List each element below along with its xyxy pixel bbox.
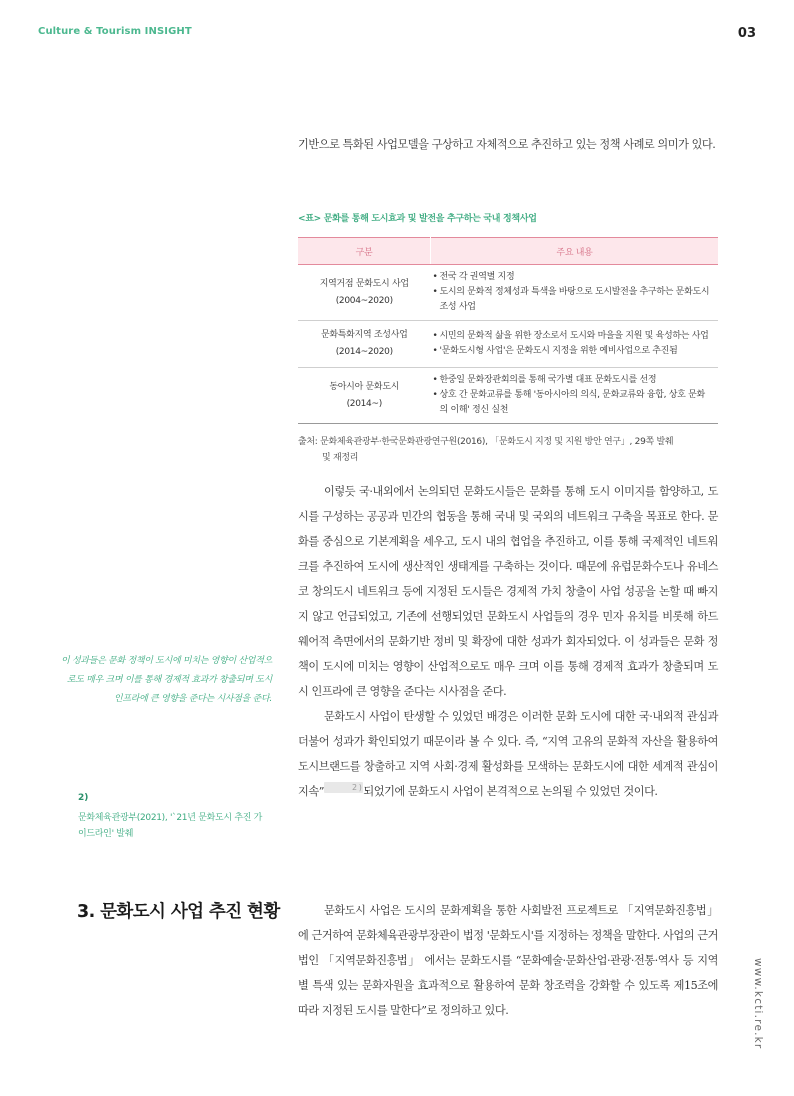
- body-paragraph-2: [298, 704, 718, 804]
- footnote-number: 2): [78, 793, 89, 803]
- table-header-row: [298, 238, 718, 265]
- page-number: 03: [737, 26, 756, 41]
- intro-paragraph: [298, 132, 718, 157]
- table-row: [298, 321, 718, 368]
- section-body: [298, 898, 718, 1023]
- row-category: [298, 265, 431, 321]
- source-line-1: 출처: 문화체육관광부·한국문화관광연구원(2016), 「문화도시 지정 및 지원 방안 연구」, 29쪽 발췌: [298, 437, 674, 447]
- header-category: 구분: [298, 238, 431, 265]
- row-name: 동아시아 문화도시: [329, 381, 400, 392]
- body-paragraph-1: 이렇듯 국·내외에서 논의되던 문화도시들은 문화를 통해 도시 이미지를 함양하고, 도시를 구성하는 공공과 민간의 협동을 통해 국내 및 국외의 네트워크 구축을 목표로 한다. 문화를 중심으로 기본계획을 세우고, 도시 내의 협업을 추진하고, 이를 통해 국제적인 네트워크를 추진하여 도시에 생산적인 생태계를 구축하는 것이다. 때문에 유럽문화수도나 유네스코 창의도시 네트워크 등에 지정된 도시들은 경제적 가치 창출이 사업 성공을 논할 때 빠지지 않고 언급되었고, 기존에 선행되었던 문화도시 사업들의 경우 민자 유치를 비롯해 하드웨어적 측면에서의 문화기반 정비 및 확장에 대한 성과가 회자되었다. 이 성과들은 문화 정책이 도시에 미치는 영향이 산업적으로도 매우 크며 이를 통해 경제적 효과가 창출되며 도시 인프라에 큰 영향을 준다는 시사점을 준다.: [298, 485, 718, 698]
- row-period: (2014~): [346, 398, 382, 409]
- website-url: www.kcti.re.kr: [752, 958, 764, 1050]
- table-title: <표> 문화를 통해 도시효과 및 발전을 추구하는 국내 정책사업: [298, 214, 537, 224]
- row-content: [431, 321, 719, 368]
- row-period: (2004~2020): [335, 295, 393, 306]
- paragraph-2-text-b: 되었기에 문화도시 사업이 본격적으로 논의될 수 있었던 것이다.: [363, 785, 658, 798]
- row-name: 지역거점 문화도시 사업: [319, 278, 409, 289]
- policy-table: [298, 237, 718, 424]
- section-heading: 3. 문화도시 사업 추진 현황: [77, 902, 280, 922]
- footnote-reference[interactable]: 2 ): [324, 782, 363, 793]
- intro-text: 기반으로 특화된 사업모델을 구상하고 자체적으로 추진하고 있는 정책 사례로 의미가 있다.: [298, 138, 716, 151]
- row-item: • 시민의 문화적 삶을 위한 장소로서 도시와 마을을 지원 및 육성하는 사업: [433, 329, 713, 344]
- table-row: [298, 368, 718, 424]
- row-item: • 한중일 문화장관회의를 통해 국가별 대표 문화도시를 선정: [433, 373, 713, 388]
- paragraph-2-text-a: 문화도시 사업이 탄생할 수 있었던 배경은 이러한 문화 도시에 대한 국·내외적 관심과 더불어 성과가 확인되었기 때문이라 볼 수 있다. 즉, “지역 고유의 문화적 자산을 활용하여 도시브랜드를 창출하고 지역 사회·경제 활성화를 모색하는 문화도시에 대한 세계적 관심이 지속”: [298, 710, 718, 798]
- row-item: • '문화도시형 사업'은 문화도시 지정을 위한 예비사업으로 추진됨: [433, 344, 713, 359]
- row-category: [298, 321, 431, 368]
- row-item: • 상호 간 문화교류를 통해 '동아시아의 의식, 문화교류와 융합, 상호 문화의 이해' 정신 실천: [433, 388, 713, 418]
- row-content: [431, 368, 719, 424]
- table-row: [298, 265, 718, 321]
- row-name: 문화특화지역 조성사업: [320, 330, 408, 340]
- footnote-text: 문화체육관광부(2021), '`21년 문화도시 추진 가이드라인' 발췌: [78, 813, 263, 839]
- publication-title: Culture & Tourism INSIGHT: [38, 26, 192, 37]
- row-category: [298, 368, 431, 424]
- row-item: • 전국 각 권역별 지정: [433, 270, 713, 285]
- side-note: 이 성과들은 문화 정책이 도시에 미치는 영향이 산업적으로도 매우 크며 이를 통해 경제적 효과가 창출되며 도시 인프라에 큰 영향을 준다는 시사점을 준다.: [61, 656, 272, 704]
- header-content: 주요 내용: [431, 238, 719, 265]
- table-source: [298, 434, 718, 466]
- row-content: [431, 265, 719, 321]
- source-line-2: 및 재정리: [322, 453, 359, 463]
- row-period: (2014~2020): [335, 347, 393, 357]
- body-section: [298, 479, 718, 804]
- row-item: • 도시의 문화적 정체성과 특색을 바탕으로 도시발전을 추구하는 문화도시 조성 사업: [433, 285, 713, 315]
- section-paragraph: 문화도시 사업은 도시의 문화계획을 통한 사회발전 프로젝트로 「지역문화진흥법」에 근거하여 문화체육관광부장관이 법정 '문화도시'를 지정하는 정책을 말한다. 사업의 근거법인 「지역문화진흥법」 에서는 문화도시를 “문화예술·문화산업·관광·전통·역사 등 지역별 특색 있는 문화자원을 효과적으로 활용하여 문화 창조력을 강화할 수 있도록 제15조에 따라 지정된 도시를 말한다”로 정의하고 있다.: [298, 904, 718, 1017]
